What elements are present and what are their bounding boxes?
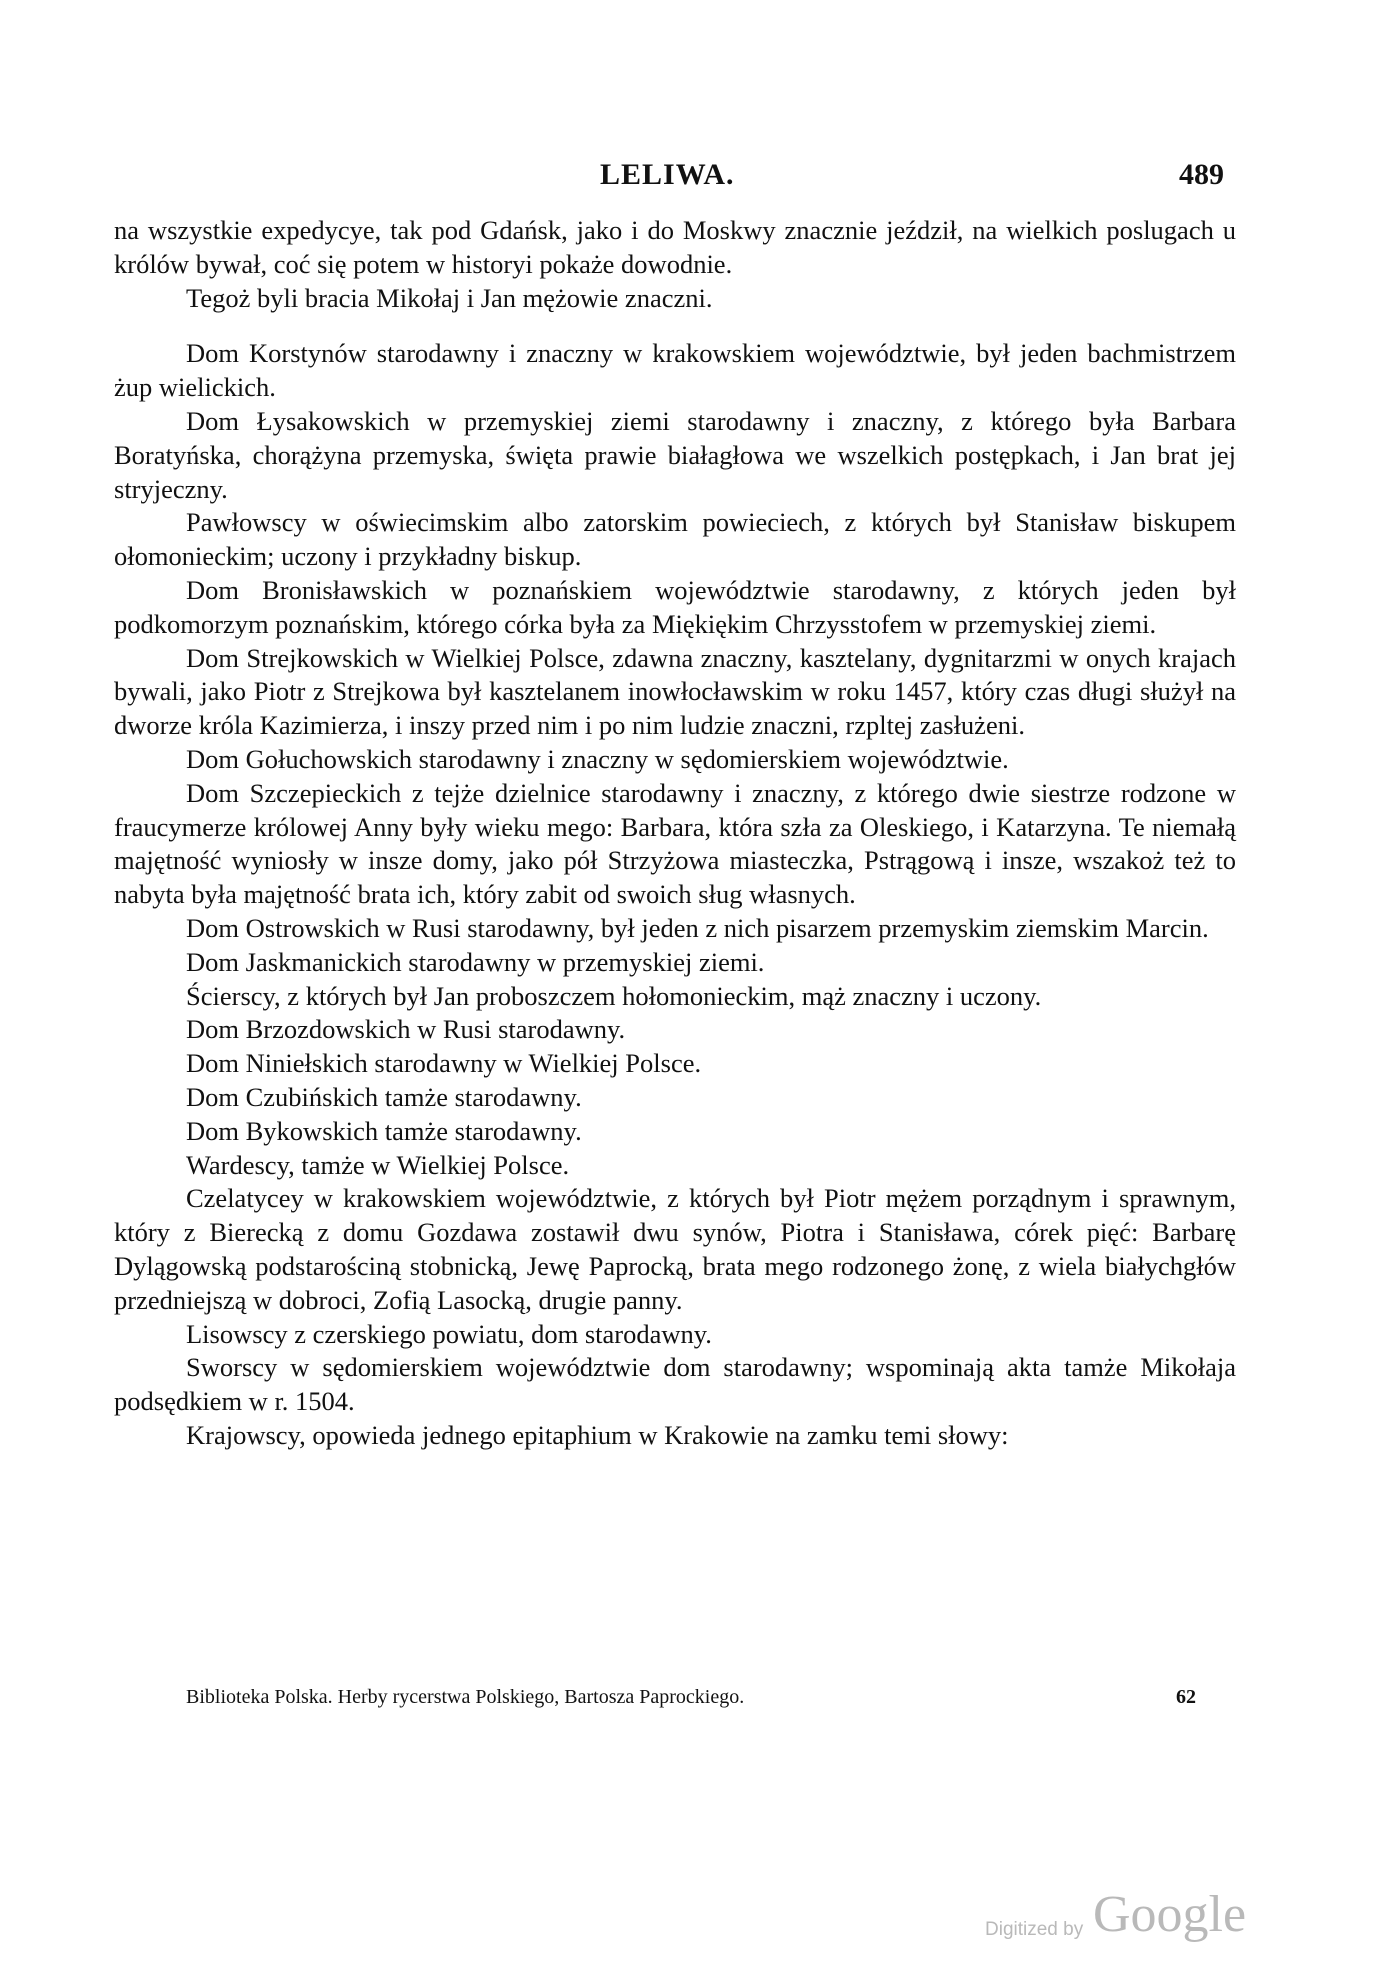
paragraph: Dom Czubińskich tamże starodawny. — [186, 1081, 582, 1112]
page-number: 489 — [1179, 158, 1224, 191]
paragraph: Dom Brzozdowskich w Rusi starodawny. — [186, 1014, 626, 1045]
paragraph: Pawłowscy w oświecimskim albo zatorskim powieciech, z których był Stanisław biskupem ołomonieckim; uczony i przykładny biskup. — [114, 507, 1236, 572]
paragraph: Czelatycey w krakowskiem województwie, z których był Piotr mężem porządnym i sprawnym, który z Bierecką z domu Gozdawa zostawił dwu synów, Piotra i Stanisława, córek pięć: Barbarę Dylągowską podstarościną stobnicką, Jewę Paprocką, brata mego rodzonego żonę, z wiela białychgłów przedniejszą w dobroci, Zofią Lasocką, drugie panny. — [114, 1183, 1236, 1315]
paragraph: Lisowscy z czerskiego powiatu, dom starodawny. — [186, 1318, 712, 1349]
paragraph: Dom Gołuchowskich starodawny i znaczny w sędomierskiem województwie. — [186, 743, 1009, 774]
google-logo: Google — [1093, 1886, 1247, 1943]
paragraph: Dom Jaskmanickich starodawny w przemyskiej ziemi. — [186, 946, 765, 977]
paragraph: Dom Bronisławskich w poznańskiem województwie starodawny, z których jeden był podkomorzym poznańskim, którego córka była za Miękiękim Chrzysstofem w przemyskiej ziemi. — [114, 574, 1236, 639]
paragraph: Dom Szczepieckich z tejże dzielnice starodawny i znaczny, z którego dwie siestrze rodzone w fraucymerze królowej Anny były wieku mego: Barbara, która szła za Oleskiego, i Katarzyna. Te niemałą majętność wyniosły w insze domy, jako pół Strzyżowa miasteczka, Pstrągową i insze, wszakoż też to nabyta była majętność brata ich, który zabit od swoich sług własnych. — [114, 777, 1236, 910]
digitization-watermark — [985, 1885, 1285, 1955]
paragraph: Dom Strejkowskich w Wielkiej Polsce, zdawna znaczny, kasztelany, dygnitarzmi w onych krajach bywali, jako Piotr z Strejkowa był kasztelanem inowłocławskim w roku 1457, który czas długi służył na dworze króla Kazimierza, i inszy przed nim i po nim ludzie znaczni, rzpltej zasłużeni. — [114, 642, 1236, 741]
running-header — [0, 158, 1397, 198]
signature-mark: 62 — [1176, 1686, 1196, 1708]
running-title: LELIWA. — [600, 158, 735, 191]
footer-source: Biblioteka Polska. Herby rycerstwa Polskiego, Bartosza Paprockiego. — [186, 1686, 745, 1708]
page-footer — [186, 1686, 1236, 1716]
paragraph: Dom Niniełskich starodawny w Wielkiej Polsce. — [186, 1048, 702, 1079]
paragraph: Krajowscy, opowieda jednego epitaphium w Krakowie na zamku temi słowy: — [186, 1419, 1009, 1450]
paragraph: Dom Bykowskich tamże starodawny. — [186, 1115, 582, 1146]
paragraph: Ścierscy, z których był Jan proboszczem hołomonieckim, mąż znaczny i uczony. — [186, 980, 1042, 1011]
paragraph: Wardescy, tamże w Wielkiej Polsce. — [186, 1149, 570, 1180]
paragraph: na wszystkie expedycye, tak pod Gdańsk, jako i do Moskwy znacznie jeździł, na wielkich poslugach u królów bywał, coć się potem w historyi pokaże dowodnie. — [114, 215, 1236, 279]
body-text — [114, 214, 1236, 1453]
paragraph: Sworscy w sędomierskiem województwie dom starodawny; wspominają akta tamże Mikołaja podsędkiem w r. 1504. — [114, 1352, 1236, 1417]
paragraph: Dom Ostrowskich w Rusi starodawny, był jeden z nich pisarzem przemyskim ziemskim Marcin. — [186, 912, 1209, 943]
watermark-prefix: Digitized by — [985, 1919, 1084, 1940]
paragraph: Dom Korstynów starodawny i znaczny w krakowskiem województwie, był jeden bachmistrzem żup wielickich. — [114, 338, 1236, 403]
paragraph: Dom Łysakowskich w przemyskiej ziemi starodawny i znaczny, z którego była Barbara Boratyńska, chorążyna przemyska, święta prawie białagłowa we wszelkich postępkach, i Jan brat jej stryjeczny. — [114, 405, 1236, 504]
paragraph: Tegoż byli bracia Mikołaj i Jan mężowie znaczni. — [186, 282, 713, 313]
